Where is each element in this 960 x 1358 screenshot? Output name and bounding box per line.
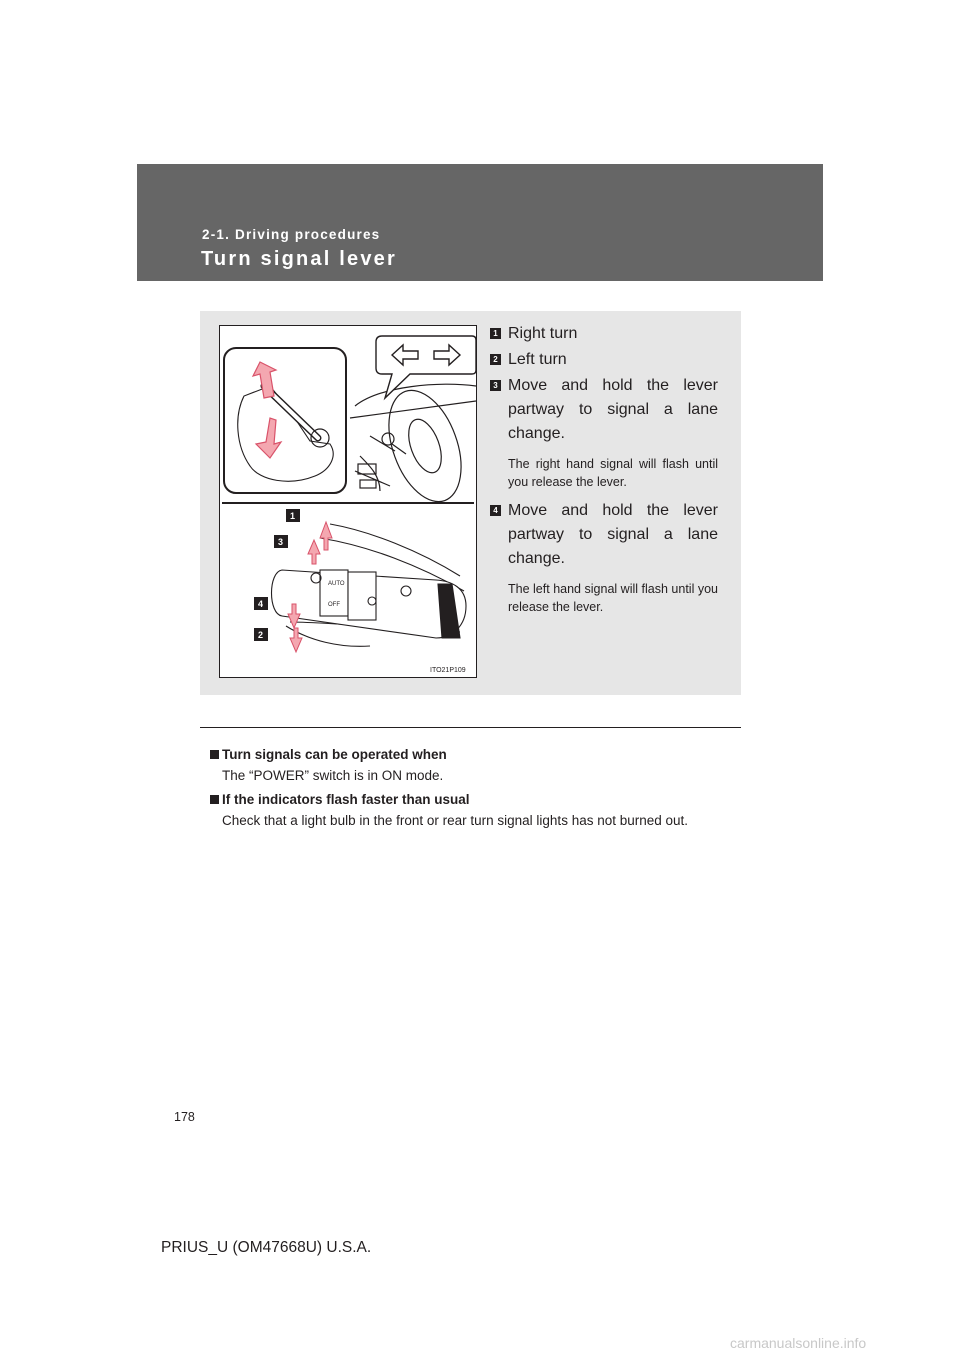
note-heading — [210, 745, 736, 765]
legend-item — [490, 374, 718, 491]
legend-note: The right hand signal will flash until you release the lever. — [508, 457, 718, 489]
callout-2: 2 — [258, 630, 264, 640]
off-label: OFF — [328, 602, 340, 608]
legend-item — [490, 322, 718, 346]
legend-item — [490, 499, 718, 616]
legend-number: 2 — [490, 354, 501, 365]
divider — [200, 727, 741, 728]
watermark: carmanualsonline.info — [730, 1335, 867, 1351]
turn-signal-illustration — [219, 325, 477, 678]
arrow-3-icon — [308, 540, 320, 564]
callout-3: 3 — [278, 537, 284, 547]
figure-code: ITO21P109 — [430, 667, 466, 674]
legend-item — [490, 348, 718, 372]
note-heading — [210, 790, 736, 810]
legend-label: Move and hold the lever partway to signal a lane change. — [508, 502, 718, 567]
note-body: Check that a light bulb in the front or rear turn signal lights has not burned out. — [222, 813, 689, 828]
note-heading-text: If the indicators flash faster than usual — [222, 792, 470, 807]
square-bullet-icon — [210, 795, 219, 804]
legend-number: 4 — [490, 505, 501, 516]
indicator-bubble — [376, 336, 476, 398]
callout-4: 4 — [258, 599, 264, 609]
page-number: 178 — [174, 1110, 195, 1124]
lever-diagram — [220, 326, 476, 677]
arrow-1-icon — [320, 522, 332, 550]
legend-label: Move and hold the lever partway to signal a lane change. — [508, 377, 718, 442]
legend-number: 3 — [490, 380, 501, 391]
document-id: PRIUS_U (OM47668U) U.S.A. — [161, 1239, 372, 1256]
legend — [490, 322, 718, 616]
arrow-2-icon — [290, 628, 302, 652]
note-heading-text: Turn signals can be operated when — [222, 747, 447, 762]
hand-inset — [224, 348, 346, 493]
callout-1: 1 — [290, 511, 296, 521]
notes-section — [210, 745, 736, 831]
dashboard-scene — [350, 381, 476, 512]
legend-note: The left hand signal will flash until you release the lever. — [508, 582, 718, 614]
note-body: The “POWER” switch is in ON mode. — [222, 768, 444, 783]
section-label: 2-1. Driving procedures — [202, 227, 381, 242]
square-bullet-icon — [210, 750, 219, 759]
legend-label: Left turn — [508, 351, 567, 368]
auto-label: AUTO — [328, 581, 345, 587]
legend-number: 1 — [490, 328, 501, 339]
legend-label: Right turn — [508, 325, 578, 342]
page-title: Turn signal lever — [201, 248, 397, 270]
lever-closeup — [272, 524, 467, 646]
